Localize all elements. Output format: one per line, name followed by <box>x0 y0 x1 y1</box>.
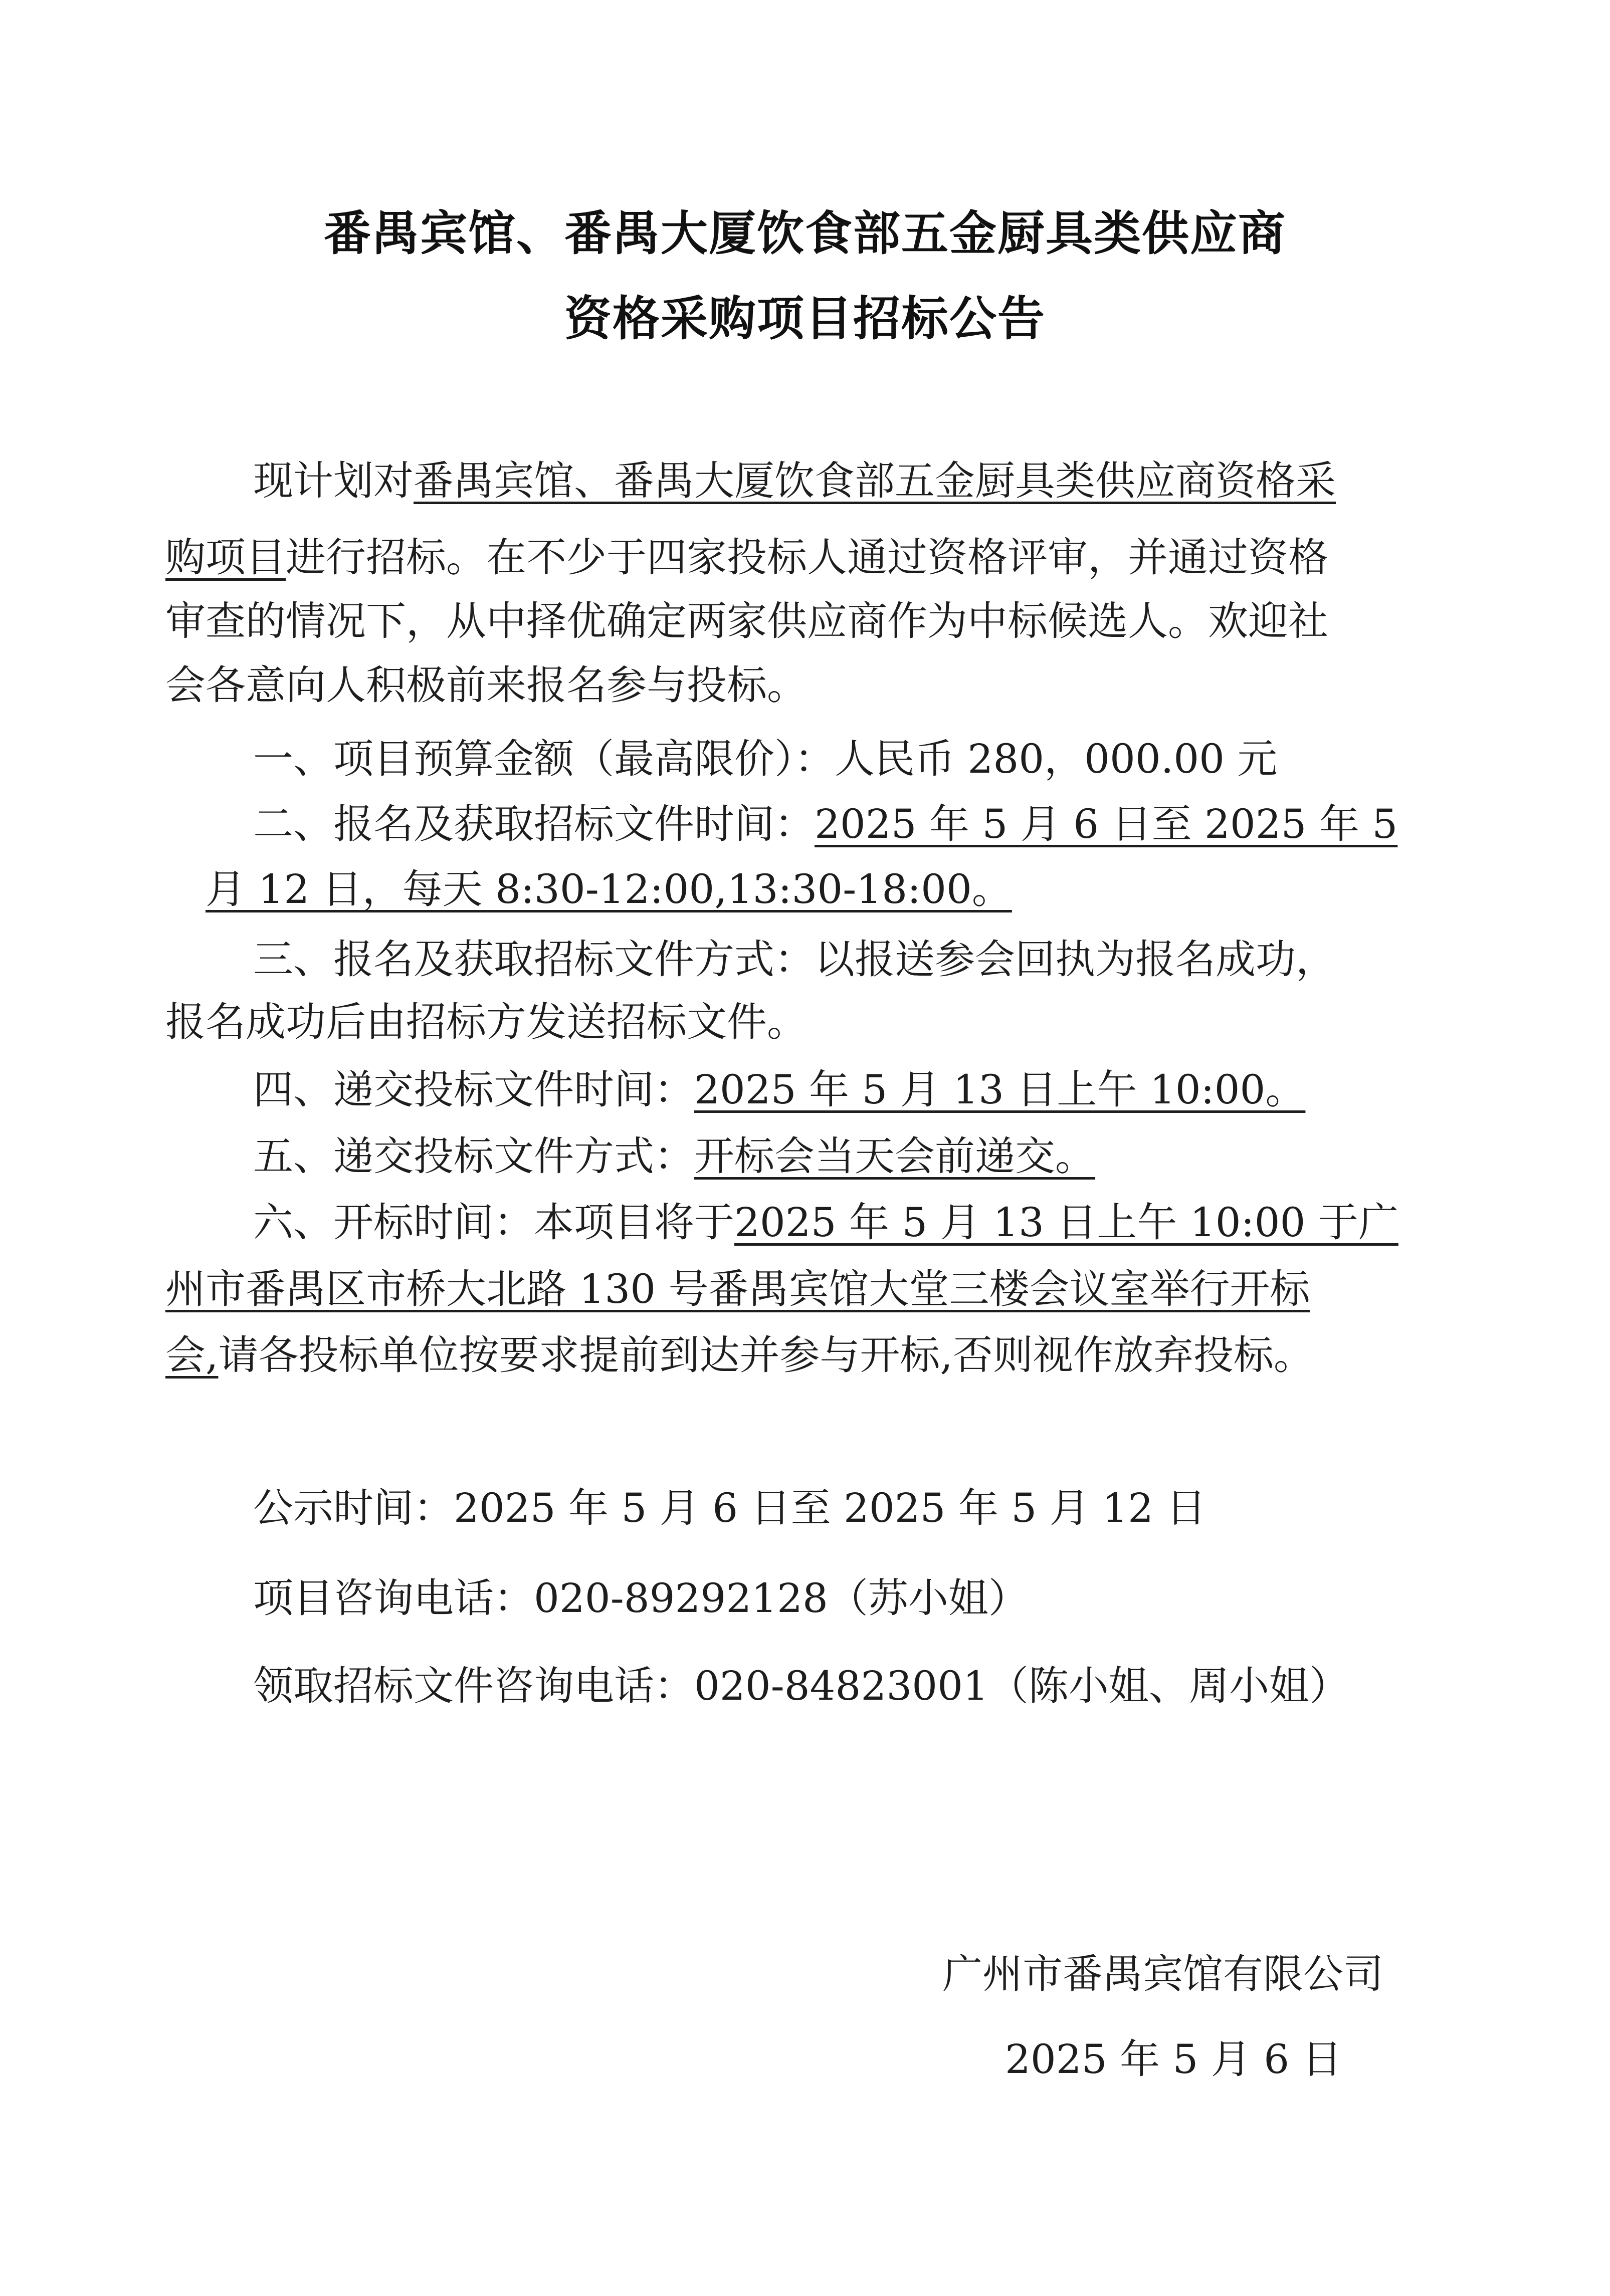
publicity-period: 公示时间：2025 年 5 月 6 日至 2025 年 5 月 12 日 <box>253 1485 1206 1531</box>
item-registration-method-line-1: 三、报名及获取招标文件方式：以报送参会回执为报名成功， <box>253 936 1336 983</box>
document-title-line-2: 资格采购项目招标公告 <box>564 292 1046 346</box>
item-opening-time-line-1 <box>253 1198 1398 1248</box>
item-registration-time-label: 二、报名及获取招标文件时间： <box>253 801 815 847</box>
document-title-line-1: 番禺宾馆、番禺大厦饮食部五金厨具类供应商 <box>323 206 1286 261</box>
item-registration-time-line-2 <box>206 864 1012 914</box>
item-submission-time-value: 2025 年 5 月 13 日上午 10:00。 <box>694 1066 1306 1113</box>
item-opening-time-value-1: 2025 年 5 月 13 日上午 10:00 于广 <box>734 1199 1398 1246</box>
item-opening-time-label: 六、开标时间：本项目将于 <box>253 1199 734 1246</box>
item-registration-time-line-1 <box>253 799 1397 849</box>
project-inquiry-phone: 项目咨询电话：020-89292128（苏小姐） <box>253 1575 1029 1622</box>
item-submission-method <box>253 1131 1095 1182</box>
item-opening-time-value-3: 会, <box>165 1332 219 1379</box>
issue-date: 2025 年 5 月 6 日 <box>1005 2036 1342 2083</box>
item-opening-time-line-2 <box>165 1264 1310 1314</box>
item-opening-time-value-2: 州市番禺区市桥大北路 130 号番禺宾馆大堂三楼会议室举行开标 <box>165 1266 1310 1312</box>
item-submission-time <box>253 1065 1305 1115</box>
intro-tail-1: 进行招标。在不少于四家投标人通过资格评审，并通过资格 <box>286 534 1328 581</box>
item-submission-method-label: 五、递交投标文件方式： <box>253 1133 694 1180</box>
item-registration-time-value-1: 2025 年 5 月 6 日至 2025 年 5 <box>815 801 1398 847</box>
issuer-company: 广州市番禺宾馆有限公司 <box>942 1951 1383 1997</box>
item-registration-time-value-2: 月 12 日，每天 8:30-12:00,13:30-18:00。 <box>206 866 1012 912</box>
item-registration-method-line-2: 报名成功后由招标方发送招标文件。 <box>165 999 807 1045</box>
intro-line-1 <box>253 456 1336 506</box>
intro-line-2 <box>165 533 1328 583</box>
document-inquiry-phone: 领取招标文件咨询电话：020-84823001（陈小姐、周小姐） <box>253 1663 1349 1709</box>
item-submission-time-label: 四、递交投标文件时间： <box>253 1066 694 1113</box>
intro-line-4: 会各意向人积极前来报名参与投标。 <box>165 662 807 709</box>
item-budget: 一、项目预算金额（最高限价）：人民币 280，000.00 元 <box>253 736 1278 782</box>
intro-project-name-2: 购项目 <box>165 534 286 581</box>
item-opening-time-tail: 请各投标单位按要求提前到达并参与开标,否则视作放弃投标。 <box>218 1332 1314 1379</box>
item-opening-time-line-3 <box>165 1330 1314 1381</box>
intro-lead: 现计划对 <box>253 457 414 504</box>
intro-line-3: 审查的情况下，从中择优确定两家供应商作为中标候选人。欢迎社 <box>165 598 1328 644</box>
item-submission-method-value: 开标会当天会前递交。 <box>694 1133 1095 1180</box>
intro-project-name-1: 番禺宾馆、番禺大厦饮食部五金厨具类供应商资格采 <box>414 457 1336 504</box>
